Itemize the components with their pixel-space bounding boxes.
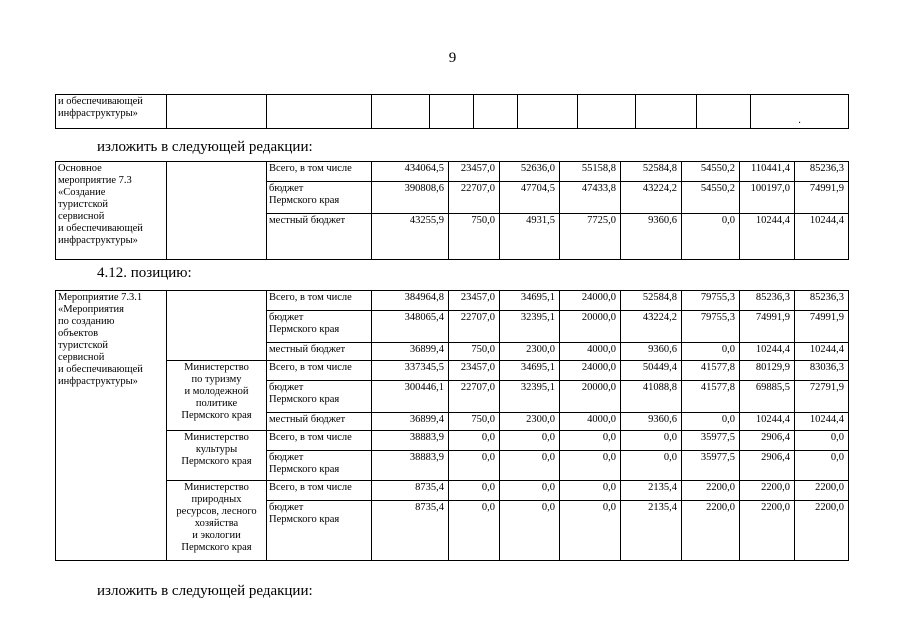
amount-cell [449,343,500,361]
amount-cell-text: 47704,5 [520,183,555,194]
amount-cell [621,431,682,451]
amount-cell [372,361,449,381]
amount-cell [740,182,795,214]
executor-cell [167,361,267,431]
amount-cell [500,413,560,431]
amount-cell-text: 52636,0 [520,163,555,174]
amount-cell [795,451,849,481]
funding-source [267,343,372,361]
amount-cell [500,501,560,561]
executor-cell [167,431,267,481]
amount-cell [372,214,449,260]
amount-cell [449,361,500,381]
amount-cell-text: 7725,0 [587,215,616,226]
amount-cell [621,381,682,413]
amount-cell [682,162,740,182]
amount-cell-text: 52584,8 [642,163,677,174]
caption-edit-2: изложить в следующей редакции: [97,583,313,599]
amount-cell-text: 10244,4 [755,215,790,226]
amount-cell-text: 100197,0 [750,183,790,194]
caption-position: 4.12. позицию: [97,265,192,281]
amount-cell-text: 0,0 [830,432,844,443]
amount-cell-text: 434064,5 [404,163,444,174]
table-top-cell [167,95,267,129]
amount-cell-text: 0,0 [721,215,735,226]
amount-cell [449,214,500,260]
amount-cell [372,481,449,501]
amount-cell [560,343,621,361]
amount-cell-text: 36899,4 [409,414,444,425]
funding-source [267,361,372,381]
amount-cell [449,291,500,311]
amount-cell-text: 0,0 [663,452,677,463]
amount-cell [682,413,740,431]
amount-cell-text: 9360,6 [648,344,677,355]
amount-cell-text: 0,0 [541,502,555,513]
amount-cell-text: 36899,4 [409,344,444,355]
amount-cell [795,413,849,431]
table-top-cell [578,95,636,129]
funding-source [267,431,372,451]
amount-cell-text: 43255,9 [409,215,444,226]
amount-cell [372,413,449,431]
amount-cell-text: 41577,8 [700,382,735,393]
amount-cell-text: 0,0 [602,432,616,443]
amount-cell-text: 79755,3 [700,292,735,303]
amount-cell [621,162,682,182]
amount-cell [500,431,560,451]
table-main-event-7-3 [55,161,849,260]
amount-cell [372,182,449,214]
amount-cell [795,381,849,413]
amount-cell [682,361,740,381]
amount-cell [621,481,682,501]
table-row [56,291,849,311]
amount-cell [682,501,740,561]
table-row [56,162,849,182]
funding-source-text: местный бюджет [269,215,346,226]
funding-source [267,291,372,311]
amount-cell [500,481,560,501]
amount-cell [500,182,560,214]
amount-cell [449,381,500,413]
amount-cell [560,501,621,561]
funding-source [267,381,372,413]
amount-cell [372,451,449,481]
amount-cell-text: 34695,1 [520,362,555,373]
activity-label-text: Мероприятие 7.3.1 «Мероприятия по созданию объектов туристской сервисной и обеспечивающей инфраструктуры» [58,292,143,387]
amount-cell [621,451,682,481]
amount-cell [621,343,682,361]
amount-cell [560,431,621,451]
amount-cell [682,182,740,214]
amount-cell [449,501,500,561]
amount-cell [621,361,682,381]
amount-cell-text: 9360,6 [648,215,677,226]
amount-cell [372,311,449,343]
activity-label [56,162,167,260]
amount-cell [740,291,795,311]
amount-cell [449,431,500,451]
amount-cell-text: 22707,0 [460,382,495,393]
amount-cell-text: 32395,1 [520,312,555,323]
amount-cell-text: 750,0 [471,414,495,425]
amount-cell-text: 8735,4 [415,482,444,493]
amount-cell-text: 0,0 [602,482,616,493]
amount-cell-text: 20000,0 [581,382,616,393]
amount-cell [795,501,849,561]
funding-source-text: бюджет Пермского края [269,183,340,206]
amount-cell [682,431,740,451]
funding-source-text: бюджет Пермского края [269,312,340,335]
table-top-fragment [55,94,849,129]
amount-cell [682,311,740,343]
funding-source-text: бюджет Пермского края [269,502,340,525]
amount-cell-text: 83036,3 [809,362,844,373]
amount-cell [740,381,795,413]
funding-source-text: Всего, в том числе [269,163,352,174]
amount-cell-text: 0,0 [602,502,616,513]
amount-cell-text: 2200,0 [761,482,790,493]
amount-cell-text: 10244,4 [755,344,790,355]
amount-cell [372,291,449,311]
table-top-cell [636,95,697,129]
amount-cell-text: 2300,0 [526,344,555,355]
amount-cell [795,291,849,311]
amount-cell-text: 23457,0 [460,163,495,174]
funding-source-text: бюджет Пермского края [269,382,340,405]
amount-cell-text: 2200,0 [815,482,844,493]
amount-cell [372,501,449,561]
funding-source-text: Всего, в том числе [269,432,352,443]
amount-cell-text: 0,0 [541,432,555,443]
amount-cell-text: 32395,1 [520,382,555,393]
amount-cell [560,481,621,501]
amount-cell [740,481,795,501]
executor-cell [167,291,267,361]
amount-cell [740,311,795,343]
amount-cell-text: 23457,0 [460,362,495,373]
amount-cell-text: 2906,4 [761,452,790,463]
amount-cell-text: 54550,2 [700,163,735,174]
table-top-label: и обеспечивающей инфраструктуры» [56,95,167,129]
amount-cell-text: 0,0 [541,452,555,463]
table-top-cell [430,95,474,129]
amount-cell [500,451,560,481]
amount-cell-text: 750,0 [471,215,495,226]
amount-cell [621,291,682,311]
amount-cell [449,413,500,431]
amount-cell-text: 2300,0 [526,414,555,425]
funding-source-text: местный бюджет [269,414,346,425]
amount-cell [795,481,849,501]
amount-cell [449,481,500,501]
amount-cell-text: 2906,4 [761,432,790,443]
amount-cell-text: 2200,0 [815,502,844,513]
amount-cell-text: 54550,2 [700,183,735,194]
amount-cell-text: 0,0 [721,414,735,425]
amount-cell [795,343,849,361]
funding-source-text: Всего, в том числе [269,292,352,303]
amount-cell-text: 22707,0 [460,183,495,194]
amount-cell [682,291,740,311]
amount-cell-text: 337345,5 [404,362,444,373]
amount-cell [795,182,849,214]
amount-cell [560,182,621,214]
amount-cell [560,214,621,260]
amount-cell-text: 0,0 [481,452,495,463]
amount-cell-text: 85236,3 [755,292,790,303]
table-row [56,361,849,381]
amount-cell-text: 69885,5 [755,382,790,393]
amount-cell-text: 55158,8 [581,163,616,174]
amount-cell-text: 38883,9 [409,452,444,463]
amount-cell-text: 23457,0 [460,292,495,303]
amount-cell-text: 0,0 [830,452,844,463]
amount-cell [560,451,621,481]
funding-source-text: местный бюджет [269,344,346,355]
amount-cell [621,311,682,343]
amount-cell [449,162,500,182]
funding-source [267,182,372,214]
amount-cell-text: 10244,4 [809,414,844,425]
amount-cell-text: 10244,4 [809,344,844,355]
amount-cell [621,182,682,214]
amount-cell-text: 22707,0 [460,312,495,323]
amount-cell-text: 43224,2 [642,183,677,194]
amount-cell [621,501,682,561]
amount-cell-text: 9360,6 [648,414,677,425]
amount-cell-text: 4000,0 [587,414,616,425]
amount-cell-text: 41577,8 [700,362,735,373]
amount-cell [560,361,621,381]
amount-cell-text: 0,0 [481,502,495,513]
table-top-cell [697,95,751,129]
table-event-7-3-1 [55,290,849,561]
executor-cell-text: Министерство культуры Пермского края [181,432,252,467]
amount-cell-text: 43224,2 [642,312,677,323]
amount-cell-text: 79755,3 [700,312,735,323]
funding-source [267,311,372,343]
amount-cell [740,162,795,182]
amount-cell [500,361,560,381]
amount-cell-text: 24000,0 [581,292,616,303]
amount-cell-text: 85236,3 [809,163,844,174]
table-top-cell [267,95,372,129]
page-number: 9 [448,50,457,66]
amount-cell [795,361,849,381]
table-top-cell [518,95,578,129]
trailing-mark: . [798,115,801,126]
executor-cell-text: Министерство природных ресурсов, лесного хозяйства и экологии Пермского края [176,482,257,553]
table-top-cell [751,95,849,129]
table-top-cell [474,95,518,129]
amount-cell [795,162,849,182]
amount-cell-text: 35977,5 [700,432,735,443]
amount-cell [449,311,500,343]
amount-cell [682,343,740,361]
amount-cell [740,361,795,381]
funding-source-text: Всего, в том числе [269,362,352,373]
amount-cell [372,381,449,413]
amount-cell-text: 0,0 [721,344,735,355]
executor-cell [167,481,267,561]
amount-cell-text: 2200,0 [706,482,735,493]
amount-cell-text: 52584,8 [642,292,677,303]
amount-cell-text: 300446,1 [404,382,444,393]
amount-cell [621,214,682,260]
amount-cell-text: 74991,9 [809,183,844,194]
amount-cell [500,343,560,361]
amount-cell [682,381,740,413]
amount-cell-text: 50449,4 [642,362,677,373]
amount-cell-text: 0,0 [481,432,495,443]
amount-cell-text: 8735,4 [415,502,444,513]
amount-cell-text: 10244,4 [755,414,790,425]
amount-cell [560,381,621,413]
amount-cell [740,501,795,561]
amount-cell-text: 38883,9 [409,432,444,443]
amount-cell [500,381,560,413]
amount-cell [449,182,500,214]
amount-cell [682,451,740,481]
caption-edit-1: изложить в следующей редакции: [97,139,313,155]
funding-source-text: Всего, в том числе [269,482,352,493]
amount-cell [560,413,621,431]
amount-cell [560,291,621,311]
amount-cell-text: 41088,8 [642,382,677,393]
amount-cell-text: 2135,4 [648,502,677,513]
amount-cell [500,214,560,260]
funding-source [267,162,372,182]
amount-cell-text: 74991,9 [809,312,844,323]
amount-cell [740,431,795,451]
amount-cell [500,162,560,182]
amount-cell [740,214,795,260]
amount-cell-text: 0,0 [541,482,555,493]
amount-cell-text: 47433,8 [581,183,616,194]
amount-cell-text: 80129,9 [755,362,790,373]
amount-cell [740,451,795,481]
amount-cell [560,311,621,343]
amount-cell [449,451,500,481]
activity-label [56,291,167,561]
amount-cell-text: 2200,0 [706,502,735,513]
table-top-cell [372,95,430,129]
amount-cell [740,413,795,431]
amount-cell [500,311,560,343]
funding-source [267,214,372,260]
amount-cell-text: 384964,8 [404,292,444,303]
amount-cell [682,481,740,501]
amount-cell-text: 348065,4 [404,312,444,323]
funding-source [267,481,372,501]
table-row [56,431,849,451]
amount-cell [682,214,740,260]
amount-cell-text: 35977,5 [700,452,735,463]
funding-source-text: бюджет Пермского края [269,452,340,475]
amount-cell [795,311,849,343]
amount-cell-text: 2135,4 [648,482,677,493]
amount-cell [560,162,621,182]
amount-cell-text: 10244,4 [809,215,844,226]
funding-source [267,451,372,481]
amount-cell-text: 110441,4 [751,163,790,174]
amount-cell [372,431,449,451]
executor-cell [167,162,267,260]
table-row [56,481,849,501]
amount-cell-text: 20000,0 [581,312,616,323]
amount-cell [372,343,449,361]
amount-cell-text: 74991,9 [755,312,790,323]
executor-cell-text: Министерство по туризму и молодежной политике Пермского края [181,362,252,421]
amount-cell [795,431,849,451]
amount-cell-text: 0,0 [602,452,616,463]
amount-cell [740,343,795,361]
amount-cell-text: 85236,3 [809,292,844,303]
amount-cell [500,291,560,311]
amount-cell-text: 72791,9 [809,382,844,393]
activity-label-text: Основное мероприятие 7.3 «Создание туристской сервисной и обеспечивающей инфраструктуры» [58,163,143,246]
amount-cell [372,162,449,182]
amount-cell-text: 750,0 [471,344,495,355]
funding-source [267,413,372,431]
amount-cell [621,413,682,431]
funding-source [267,501,372,561]
amount-cell-text: 24000,0 [581,362,616,373]
amount-cell [795,214,849,260]
amount-cell-text: 0,0 [481,482,495,493]
amount-cell-text: 4000,0 [587,344,616,355]
amount-cell-text: 0,0 [663,432,677,443]
amount-cell-text: 390808,6 [404,183,444,194]
amount-cell-text: 2200,0 [761,502,790,513]
amount-cell-text: 4931,5 [526,215,555,226]
amount-cell-text: 34695,1 [520,292,555,303]
